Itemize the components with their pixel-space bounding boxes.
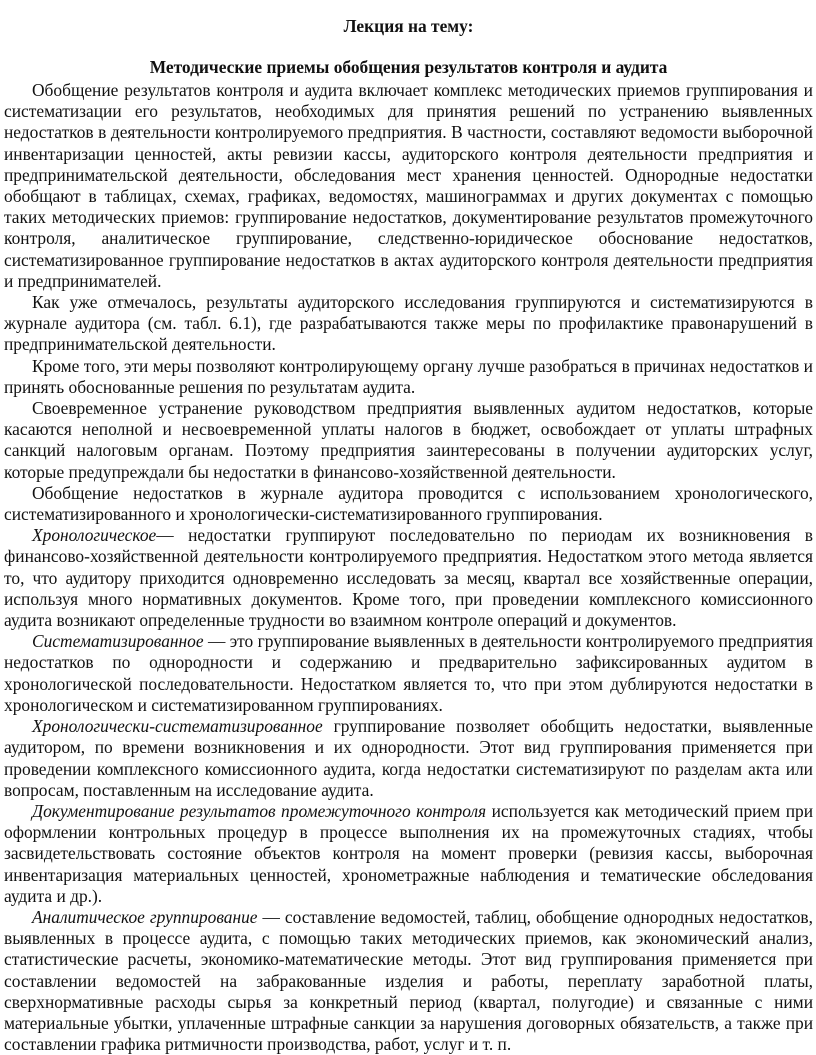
paragraph-elimination [4,398,813,483]
paragraph-lead: Хронологическое [32,525,157,546]
paragraph-text: — составление ведомостей, таблиц, обобщение однородных недостатков, выявленных в процессе аудита, с помощью таких методических приемов, как экономический анализ, статистические расчеты, экономико-математические методы. Этот вид группирования применяется при составлении ведомостей на забракованные изделия и работы, переплату заработной платы, сверхнормативные расходы сырья за конкретный период (квартал, полугодие) и связанные с ними материальные убытки, уплаченные штрафные санкции за нарушения договорных обязательств, а также при составлении графика ритмичности производства, работ, услуг и т. п. [4,906,813,1055]
paragraph-documenting [4,801,813,907]
paragraph-lead: Аналитическое группирование [32,906,258,927]
paragraph-text: — недостатки группируют последовательно по периодам их возникновения в финансово-хозяйственной деятельности контролируемого предприятия. Недостатком этого метода является то, что аудитору приходится одновременно исследовать за месяц, квартал все хозяйственные операции, используя много нормативных документов. Кроме того, при проведении комплексного комиссионного аудита возникают определенные трудности во взаимном контроле операций и документов. [4,525,813,631]
paragraph-text: группирование позволяет обобщить недостатки, выявленные аудитором, по времени возникновения и их однородности. Этот вид группирования применяется при проведении комплексного комиссионного аудита, когда недостатки систематизируют по разделам акта или вопросам, поставленным на исследование аудита. [4,716,813,800]
paragraph-text: Кроме того, эти меры позволяют контролирующему органу лучше разобраться в причинах недостатков и принять обоснованные решения по результатам аудита. [4,355,813,397]
page-title: Лекция на тему: [343,16,474,36]
paragraph-journal [4,292,813,356]
paragraph-text: Обобщение результатов контроля и аудита включает комплекс методических приемов группирования и систематизации его результатов, необходимых для принятия решений по устранению выявленных недостатков в деятельности контролируемого предприятия. В частности, составляют ведомости выборочной инвентаризации ценностей, акты ревизии кассы, аудиторского контроля деятельности предприятия и предпринимательской деятельности, обследования мест хранения ценностей. Однородные недостатки обобщают в таблицах, схемах, графиках, ведомостях, машинограммах и других документах с помощью таких методических приемов: группирование недостатков, документирование результатов промежуточного контроля, аналитическое группирование, следственно-юридическое обоснование недостатков, систематизированное группирование недостатков в актах аудиторского контроля деятельности предприятия и предпринимателей. [4,80,813,291]
paragraph-chrono-systematized [4,716,813,801]
paragraph-lead: Хронологически-систематизированное [32,716,323,737]
paragraph-analytical [4,907,813,1055]
paragraph-text: — это группирование выявленных в деятельности контролируемого предприятия недостатков по однородности и содержанию и предварительно зафиксированных аудитом в хронологической последовательности. Недостатком является то, что при этом дублируются недостатки в хронологическом и систематизированном группированиях. [4,631,813,715]
paragraph-lead: Документирование результатов промежуточного контроля [32,800,487,821]
paragraph-lead: Систематизированное [32,631,204,652]
paragraph-chronological [4,525,813,631]
paragraph-text: используется как методический прием при оформлении контрольных процедур в процессе выполнения их на промежуточных стадиях, чтобы засвидетельствовать состояние объектов контроля на момент проверки (ревизия кассы, выборочная инвентаризация материальных ценностей, хронометражные наблюдения и тематические обследования аудита и др.). [4,800,814,906]
paragraph-systematized [4,631,813,716]
paragraph-text: Своевременное устранение руководством предприятия выявленных аудитом недостатков, которые касаются неполной и несвоевременной уплаты налогов в бюджет, освобождает от уплаты штрафных санкций налоговым органам. Поэтому предприятия заинтересованы в получении аудиторских услуг, которые предупреждали бы недостатки в финансово-хозяйственной деятельности. [4,398,813,482]
paragraph-grouping-types [4,483,813,525]
paragraph-measures [4,356,813,398]
paragraph-text: Как уже отмечалось, результаты аудиторского исследования группируются и систематизируются в журнале аудитора (см. табл. 6.1), где разрабатываются также меры по профилактике правонарушений в предпринимательской деятельности. [4,292,813,355]
paragraph-text: Обобщение недостатков в журнале аудитора проводится с использованием хронологического, систематизированного и хронологически-систематизированного группирования. [4,482,813,525]
lecture-subtitle: Методические приемы обобщения результатов контроля и аудита [149,57,668,77]
paragraph-intro [4,80,813,292]
